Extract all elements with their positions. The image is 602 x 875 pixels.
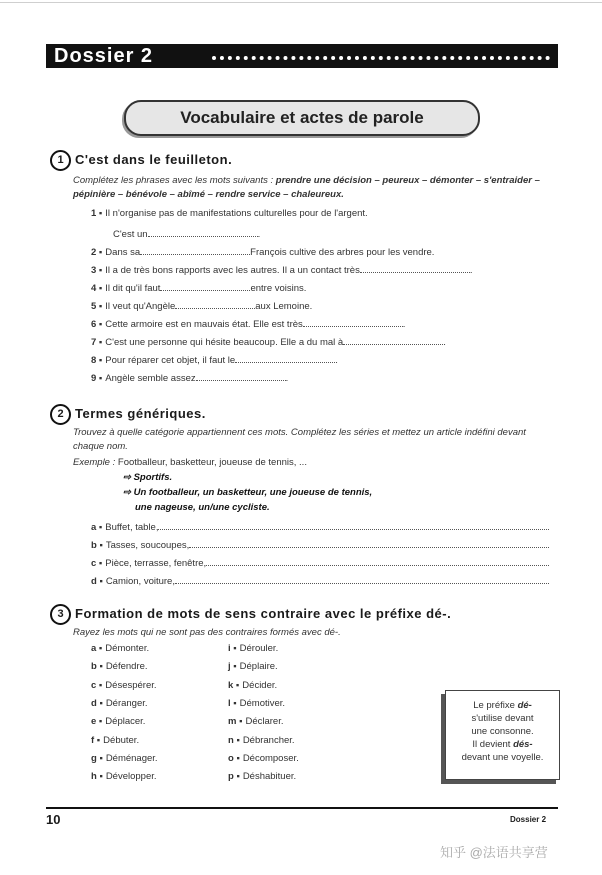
item-text: C'est un [113, 229, 148, 240]
item-text-after: . [443, 337, 446, 348]
word-option[interactable] [91, 771, 157, 782]
word-text: Décomposer. [242, 752, 299, 764]
answer-blank[interactable] [158, 521, 549, 530]
item-letter: m ▪ [228, 716, 243, 728]
answer-blank[interactable] [206, 557, 549, 566]
word-option[interactable] [91, 735, 139, 746]
item-text-after: . [335, 355, 338, 366]
item-number: 6 ▪ [91, 319, 103, 330]
item-text-after: . [402, 319, 406, 330]
item-letter: a ▪ [91, 643, 103, 654]
answer-blank[interactable] [360, 264, 470, 273]
item-letter: e ▪ [91, 716, 103, 728]
section2-item [91, 539, 549, 551]
section3-title: Formation de mots de sens contraire avec le préfixe dé-. [75, 606, 452, 621]
word-text: Déménager. [105, 752, 158, 764]
section2-item [91, 557, 549, 569]
example-answer2: ⇨ Un footballeur, un basketteur, une joueuse de tennis, [123, 487, 373, 498]
item-letter: b ▪ [91, 540, 103, 551]
item-text: Il veut qu'Angèle [105, 301, 176, 312]
section3-instruction: Rayez les mots qui ne sont pas des contraires formés avec dé-. [73, 627, 341, 638]
item-text: Cette armoire est en mauvais état. Elle est très [105, 319, 303, 330]
answer-blank[interactable] [196, 372, 286, 381]
section2-number: 2 [50, 404, 71, 425]
section1-item [113, 228, 260, 240]
section3-number: 3 [50, 604, 71, 625]
answer-blank[interactable] [189, 539, 549, 548]
item-text: Camion, voiture, [105, 576, 175, 587]
footer-label: Dossier 2 [510, 815, 547, 824]
answer-blank[interactable] [235, 354, 335, 363]
item-letter: f ▪ [91, 734, 101, 746]
item-number: 3 ▪ [91, 265, 103, 276]
item-text: Pièce, terrasse, fenêtre, [105, 558, 207, 569]
word-option[interactable] [228, 643, 278, 654]
item-letter: l ▪ [228, 697, 237, 709]
item-letter: g ▪ [91, 752, 103, 764]
item-text-after: . [469, 265, 473, 276]
word-option[interactable] [228, 753, 299, 764]
section1-instruction: Complétez les phrases avec les mots suivants : prendre une décision – peureux – démonter – s'entraider – pépinière – bénévole – abîmé – rendre service – chaleureux. [73, 175, 540, 200]
item-number: 4 ▪ [91, 283, 103, 294]
section2-item [91, 521, 549, 533]
section1-item [91, 264, 472, 276]
item-letter: k ▪ [228, 679, 240, 691]
section1-item [91, 372, 288, 384]
watermark: 知乎 @法语共享营 [440, 845, 548, 860]
item-letter: d ▪ [91, 576, 103, 587]
word-option[interactable] [91, 716, 145, 727]
word-text: Dérouler. [239, 643, 279, 654]
word-text: Démotiver. [239, 697, 286, 709]
word-option[interactable] [91, 680, 157, 691]
example-answer3: une nageuse, un/une cycliste. [135, 502, 270, 513]
section-banner: Vocabulaire et actes de parole [124, 100, 480, 136]
item-letter: a ▪ [91, 522, 103, 533]
answer-blank[interactable] [140, 246, 250, 255]
item-text: Pour réparer cet objet, il faut le [105, 355, 236, 366]
section1-item [91, 246, 434, 258]
item-number: 9 ▪ [91, 373, 103, 384]
item-text-after: aux Lemoine. [255, 301, 313, 312]
word-text: Décider. [242, 679, 278, 691]
section2-title: Termes génériques. [75, 406, 206, 421]
section1-item [91, 208, 368, 219]
word-text: Désespérer. [105, 679, 157, 691]
section1-item [91, 318, 405, 330]
word-text: Déshabituer. [242, 771, 297, 783]
item-text-after: . [257, 229, 261, 240]
dossier-title: Dossier 2 [54, 45, 154, 67]
word-option[interactable] [228, 680, 277, 691]
example-answer1: ⇨ Sportifs. [123, 472, 173, 483]
section1-number: 1 [50, 150, 71, 171]
item-text-after: . [285, 373, 289, 384]
item-number: 1 ▪ [91, 208, 103, 219]
top-rule [0, 2, 602, 3]
word-text: Déclarer. [245, 716, 284, 728]
word-text: Développer. [105, 771, 157, 783]
item-number: 7 ▪ [91, 337, 103, 348]
item-text-after: François cultive des arbres pour les vendre. [250, 247, 435, 258]
section1-item [91, 282, 306, 294]
item-letter: p ▪ [228, 771, 240, 783]
item-number: 5 ▪ [91, 301, 103, 312]
header-dotted-rule [212, 56, 550, 60]
word-option[interactable] [91, 698, 148, 709]
item-letter: b ▪ [91, 661, 103, 673]
prefix-note-box: Le préfixe dé- s'utilise devant une consonne. Il devient dés- devant une voyelle. [445, 690, 560, 780]
item-letter: c ▪ [91, 679, 103, 691]
dossier-header [46, 44, 558, 68]
answer-blank[interactable] [303, 318, 403, 327]
word-option[interactable] [228, 735, 295, 746]
item-text: C'est une personne qui hésite beaucoup. Elle a du mal à [105, 337, 344, 348]
item-letter: h ▪ [91, 771, 103, 783]
section1-title: C'est dans le feuilleton. [75, 152, 233, 167]
section1-item [91, 300, 312, 312]
item-text: Tasses, soucoupes, [105, 540, 190, 551]
item-letter: c ▪ [91, 558, 103, 569]
section1-item [91, 354, 338, 366]
word-option[interactable] [91, 661, 148, 672]
word-text: Déranger. [105, 697, 148, 709]
word-option[interactable] [228, 698, 285, 709]
item-text-after: entre voisins. [250, 283, 307, 294]
page-number: 10 [46, 812, 61, 827]
answer-blank[interactable] [175, 575, 549, 584]
answer-blank[interactable] [343, 336, 443, 345]
item-number: 8 ▪ [91, 355, 103, 366]
word-text: Déplacer. [105, 716, 146, 728]
item-letter: j ▪ [228, 661, 237, 673]
item-text: Dans sa [105, 247, 141, 258]
answer-blank[interactable] [175, 300, 255, 309]
section1-item [91, 336, 446, 348]
word-text: Débrancher. [242, 734, 295, 746]
item-number: 2 ▪ [91, 247, 103, 258]
word-option[interactable] [91, 643, 149, 654]
section2-item [91, 575, 549, 587]
item-letter: i ▪ [228, 643, 237, 654]
word-option[interactable] [91, 753, 158, 764]
item-letter: o ▪ [228, 752, 240, 764]
word-option[interactable] [228, 661, 278, 672]
example-line: Exemple : Footballeur, basketteur, joueuse de tennis, ... [73, 457, 307, 468]
item-text: Buffet, table, [105, 522, 159, 533]
word-text: Déplaire. [239, 661, 278, 673]
word-text: Démonter. [105, 643, 150, 654]
footer-rule [46, 807, 558, 809]
word-option[interactable] [228, 771, 296, 782]
item-text: Il dit qu'il faut [105, 283, 161, 294]
item-text: Il a de très bons rapports avec les autres. Il a un contact très [105, 265, 360, 276]
word-text: Défendre. [105, 661, 148, 673]
section2-instruction: Trouvez à quelle catégorie appartiennent ces mots. Complétez les séries et mettez un article indéfini devant chaque nom. [73, 427, 526, 452]
answer-blank[interactable] [160, 282, 250, 291]
word-text: Débuter. [103, 734, 140, 746]
item-letter: d ▪ [91, 697, 103, 709]
item-text: Il n'organise pas de manifestations culturelles pour de l'argent. [105, 208, 368, 219]
item-letter: n ▪ [228, 734, 240, 746]
word-option[interactable] [228, 716, 283, 727]
item-text: Angèle semble assez [105, 373, 196, 384]
answer-blank[interactable] [148, 228, 258, 237]
